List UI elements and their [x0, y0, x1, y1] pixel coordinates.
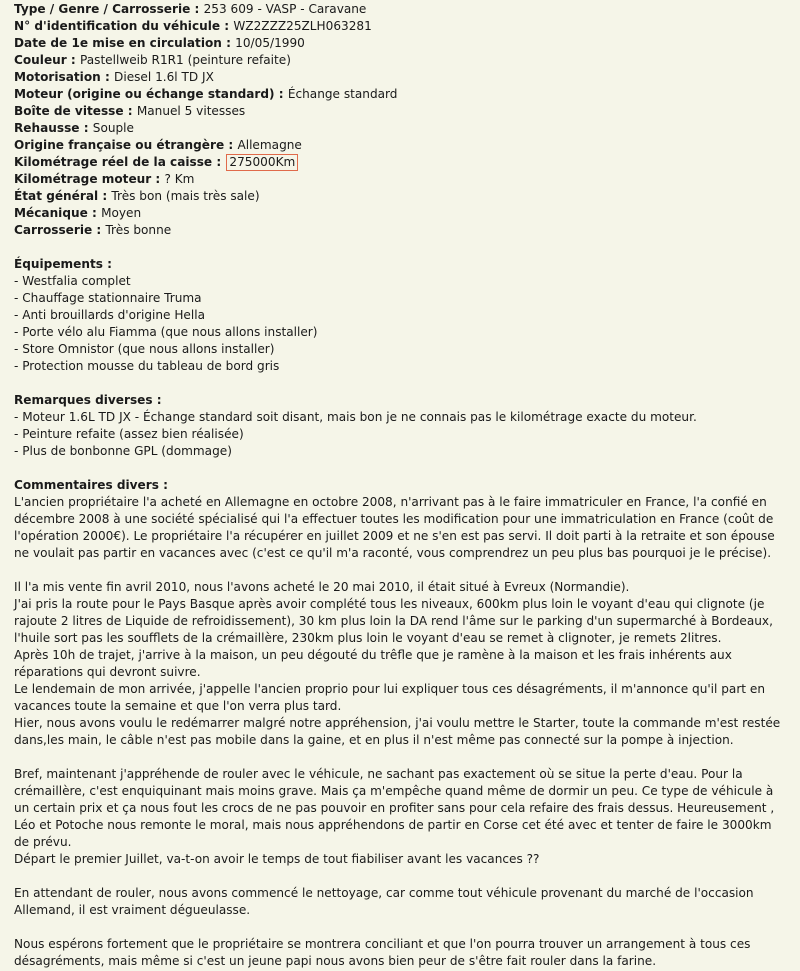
spec-first-registration: Date de 1e mise en circulation : 10/05/1990: [14, 36, 305, 50]
equipment-item: - Westfalia complet: [14, 274, 131, 288]
spec-mechanics: Mécanique : Moyen: [14, 206, 142, 220]
highlighted-mileage: 275000Km: [226, 154, 298, 171]
comment-paragraph: Hier, nous avons voulu le redémarrer malgré notre appréhension, j'ai voulu mettre le Starter, toute la commande m'est restée dans,les main, le câble n'est pas mobile dans la gaine, et en plus il n'est même pas connecté sur la pompe à injection.: [14, 716, 781, 747]
comment-paragraph: Bref, maintenant j'appréhende de rouler avec le véhicule, ne sachant pas exactement où se situe la perte d'eau. Pour la crémaillère, c'est enquiquinant mais moins grave. Mais ça m'empêche quand même de dormir un peu. Ce type de véhicule à un certain prix et ça nous fout les crocs de ne pas pouvoir en profiter sans pour cela refaire des frais dessus. Heureusement , Léo et Potoche nous remonte le moral, mais nous appréhendons de partir en Corse cet été avec et tenter de faire le 3000km de prévu.: [14, 767, 775, 849]
remark-item: - Plus de bonbonne GPL (dommage): [14, 444, 232, 458]
equipment-item: - Chauffage stationnaire Truma: [14, 291, 202, 305]
comment-paragraph: Départ le premier Juillet, va-t-on avoir le temps de tout fiabiliser avant les vacances ??: [14, 852, 540, 866]
spec-engine-mileage: Kilométrage moteur : ? Km: [14, 172, 195, 186]
equipment-heading: Équipements :: [14, 257, 112, 271]
spec-color: Couleur : Pastellweib R1R1 (peinture refaite): [14, 53, 291, 67]
spec-type: Type / Genre / Carrosserie : 253 609 - VASP - Caravane: [14, 2, 367, 16]
remarks-heading: Remarques diverses :: [14, 393, 162, 407]
comment-paragraph: Il l'a mis vente fin avril 2010, nous l'avons acheté le 20 mai 2010, il était situé à Evreux (Normandie).: [14, 580, 630, 594]
spec-engine-type: Motorisation : Diesel 1.6l TD JX: [14, 70, 214, 84]
equipment-item: - Store Omnistor (que nous allons installer): [14, 342, 275, 356]
remark-item: - Peinture refaite (assez bien réalisée): [14, 427, 244, 441]
equipment-item: - Anti brouillards d'origine Hella: [14, 308, 205, 322]
comment-paragraph: L'ancien propriétaire l'a acheté en Allemagne en octobre 2008, n'arrivant pas à le faire immatriculer en France, l'a confié en décembre 2008 à une société spécialisé qui l'a effectuer toutes les modification pour une immatriculation en France (coût de l'opération 2000€). Le propriétaire l'a récupérer en juillet 2009 et ne s'en est pas servi. Il doit parti à la retraite et son épouse ne voulait pas partir en vacances avec (c'est ce qu'il m'a raconté, vous comprendrez un peu plus bas pourquoi je le précise).: [14, 495, 775, 560]
spec-bodywork: Carrosserie : Très bonne: [14, 223, 172, 237]
spec-vin: N° d'identification du véhicule : WZ2ZZZ25ZLH063281: [14, 19, 372, 33]
equipment-item: - Porte vélo alu Fiamma (que nous allons installer): [14, 325, 318, 339]
comment-paragraph: Le lendemain de mon arrivée, j'appelle l'ancien proprio pour lui expliquer tous ces désagréments, il m'annonce qu'il part en vacances toute la semaine et que l'on verra plus tard.: [14, 682, 765, 713]
remark-item: - Moteur 1.6L TD JX - Échange standard soit disant, mais bon je ne connais pas le kilométrage exacte du moteur.: [14, 410, 697, 424]
comment-paragraph: J'ai pris la route pour le Pays Basque après avoir complété tous les niveaux, 600km plus loin le voyant d'eau qui clignote (je rajoute 2 litres de Liquide de refroidissement), 30 km plus loin la DA rend l'âme sur le parking d'un supermarché à Bordeaux, l'huile sort pas les soufflets de la crémaillère, 230km plus loin le voyant d'eau se remet à clignoter, je remets 2litres.: [14, 597, 773, 645]
spec-body-mileage: Kilométrage réel de la caisse : 275000Km: [14, 154, 786, 171]
spec-roof: Rehausse : Souple: [14, 121, 134, 135]
comment-paragraph: Nous espérons fortement que le propriétaire se montrera conciliant et que l'on pourra trouver un arrangement à tous ces désagréments, mais même si c'est un jeune papi nous avons bien peur de s'être fait rouler dans la farine.: [14, 937, 751, 968]
comments-heading: Commentaires divers :: [14, 478, 168, 492]
equipment-item: - Protection mousse du tableau de bord gris: [14, 359, 280, 373]
comment-paragraph: Après 10h de trajet, j'arrive à la maison, un peu dégouté du trêfle que je ramène à la maison et les frais inhérents aux réparations qui devront suivre.: [14, 648, 732, 679]
comment-paragraph: En attendant de rouler, nous avons commencé le nettoyage, car comme tout véhicule provenant du marché de l'occasion Allemand, il est vraiment dégueulasse.: [14, 886, 754, 917]
spec-general-state: État général : Très bon (mais très sale): [14, 189, 260, 203]
spec-engine-origin: Moteur (origine ou échange standard) : Échange standard: [14, 87, 398, 101]
spec-gearbox: Boîte de vitesse : Manuel 5 vitesses: [14, 104, 246, 118]
spec-origin: Origine française ou étrangère : Allemagne: [14, 138, 302, 152]
